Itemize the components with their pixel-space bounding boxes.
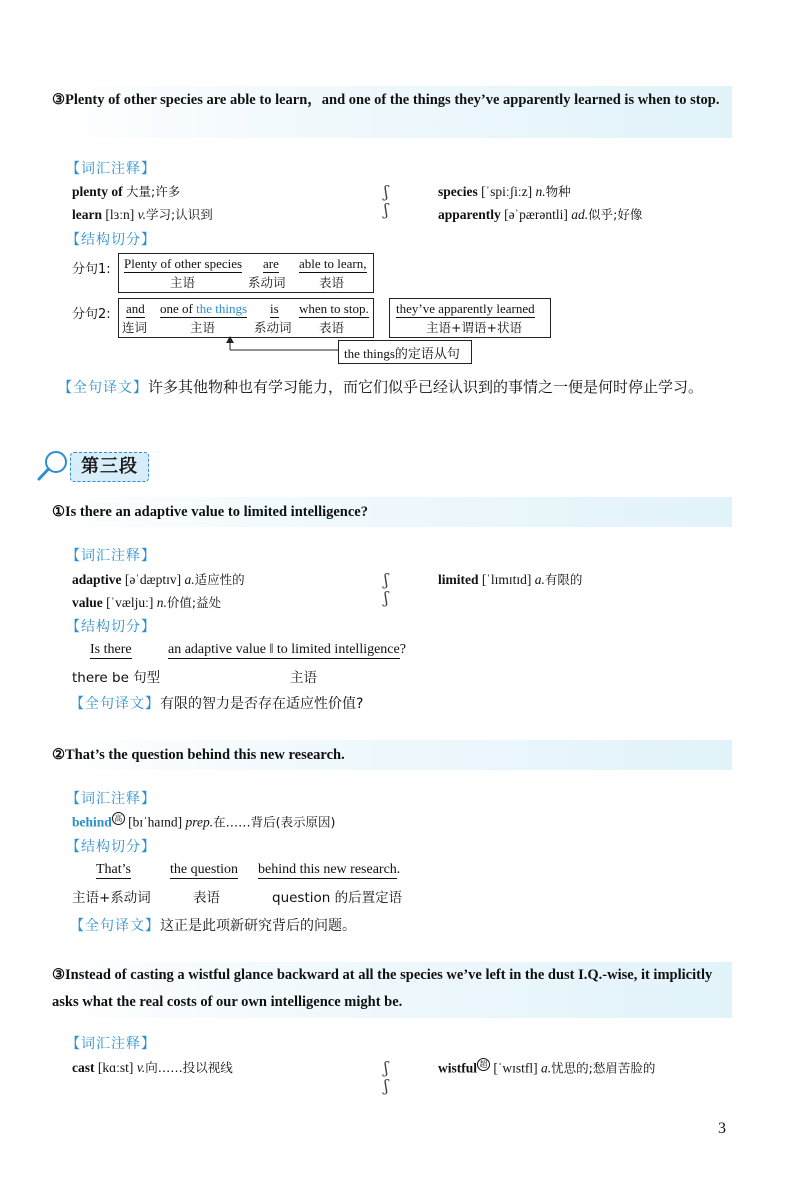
vocab-meaning: 物种	[545, 184, 571, 199]
clause-1-role: 系动词	[248, 275, 286, 290]
translation-3: 【全句译文】这正是此项新研究背后的问题。	[70, 918, 356, 934]
structure-tag: 【结构切分】	[66, 619, 156, 635]
clause-1-part: are	[263, 256, 279, 271]
vocab-entry	[438, 1058, 655, 1077]
vocab-word: species	[438, 184, 478, 199]
vocab-word: plenty of	[72, 184, 123, 199]
vocab-pos: ad.	[571, 207, 589, 222]
vocab-phonetic: [ˈlɪmɪtɪd]	[481, 572, 532, 587]
vocab-meaning: 向……投以视线	[145, 1060, 233, 1075]
vocab-word: apparently	[438, 207, 501, 222]
vocab-tag: 【词汇注释】	[66, 161, 156, 177]
clause-2-role: 表语	[319, 320, 345, 335]
vocab-pos: prep.	[185, 814, 214, 830]
struct-role: there be 句型	[72, 670, 161, 686]
struct-part: an adaptive value ‖ to limited intelligence?	[168, 642, 406, 657]
high-frequency-icon: 高	[112, 812, 125, 825]
vocab-phonetic: [əˈdæptɪv]	[124, 572, 182, 587]
vocab-pos: n.	[535, 184, 546, 199]
divider-squiggle: ʃ ʃ	[384, 1058, 389, 1095]
clause-1-part: Plenty of other species	[124, 256, 243, 271]
vocab-entry	[72, 570, 245, 588]
vocab-pos: a.	[534, 572, 545, 587]
vocab-phonetic: [ˈspiːʃiːz]	[481, 184, 533, 199]
clause-2-part: when to stop.	[299, 301, 369, 316]
structure-tag: 【结构切分】	[66, 839, 156, 855]
sentence-3: ②That’s the question behind this new research.	[52, 747, 345, 763]
vocab-tag: 【词汇注释】	[66, 548, 156, 564]
vocab-phonetic: [lɜːn]	[105, 207, 135, 222]
sentence-1: ③Plenty of other species are able to learn，and one of the things they’ve apparently learned is when to stop.	[52, 92, 720, 108]
struct-part: That’s	[96, 862, 131, 877]
vocab-pos: a.	[184, 572, 195, 587]
clause-2-role: 主语	[190, 320, 216, 335]
clause-1-role: 主语	[170, 275, 196, 290]
clause-1-role: 表语	[319, 275, 345, 290]
clause-2-label: 分句2:	[72, 307, 111, 322]
vocab-pos: n.	[156, 595, 167, 610]
page-number: 3	[718, 1120, 726, 1137]
translation-1: 【全句译文】许多其他物种也有学习能力，而它们似乎已经认识到的事情之一便是何时停止学习。	[58, 378, 704, 396]
vocab-pos: v.	[137, 207, 147, 222]
clause-1-label: 分句1:	[72, 262, 111, 277]
vocab-pos: v.	[136, 1060, 146, 1075]
vocab-meaning: 学习;认识到	[146, 207, 213, 222]
struct-role: 表语	[193, 890, 220, 906]
vocab-meaning: 有限的	[544, 572, 583, 587]
vocab-meaning: 适应性的	[194, 572, 245, 587]
struct-part: the question	[170, 862, 239, 877]
clause-2-role: 连词	[122, 320, 148, 335]
vocab-entry	[438, 205, 642, 223]
struct-part: behind this new research.	[258, 862, 401, 877]
vocab-tag: 【词汇注释】	[66, 1036, 156, 1052]
vocab-tag: 【词汇注释】	[66, 791, 156, 807]
struct-role: 主语+系动词	[72, 890, 151, 906]
clause-2-part: is	[270, 301, 279, 316]
attributive-clause-text: they’ve apparently learned	[396, 301, 535, 316]
attributive-clause-role: 主语+谓语+状语	[426, 320, 522, 335]
vocab-meaning: 似乎;好像	[588, 207, 643, 222]
vocab-meaning: 在……背后(表示原因)	[213, 814, 336, 830]
vocab-word: cast	[72, 1060, 95, 1075]
section-heading	[70, 452, 149, 482]
vocab-word: limited	[438, 572, 479, 587]
vocab-word: learn	[72, 207, 102, 222]
section-title: 第三段	[81, 456, 138, 477]
struct-role: question 的后置定语	[272, 890, 403, 906]
vocab-meaning: 忧思的;愁眉苦脸的	[551, 1060, 656, 1076]
vocab-entry	[72, 182, 180, 200]
attr-note: the things的定语从句	[344, 346, 460, 361]
high-frequency-icon: 超	[477, 1058, 490, 1071]
vocab-word: value	[72, 595, 103, 610]
clause-1-part: able to learn,	[299, 256, 367, 271]
vocab-phonetic: [kɑːst]	[97, 1060, 134, 1075]
vocab-word: adaptive	[72, 572, 122, 587]
clause-2-part: and	[126, 301, 145, 316]
vocab-entry	[72, 812, 335, 831]
clause-2-part: one of the things	[160, 301, 248, 316]
struct-part: Is there	[90, 642, 132, 657]
structure-tag: 【结构切分】	[66, 232, 156, 248]
sentence-4: ③Instead of casting a wistful glance backward at all the species we’ve left in the dust I.Q.-wise, it implicitly asks what the real costs of our own intelligence might be.	[52, 967, 713, 1010]
vocab-phonetic: [ˈwɪstfl]	[493, 1060, 538, 1076]
vocab-meaning: 价值;益处	[166, 595, 222, 610]
vocab-word: wistful	[438, 1060, 478, 1076]
divider-squiggle: ʃ ʃ	[384, 570, 389, 607]
vocab-phonetic: [bɪˈhaɪnd]	[128, 814, 183, 830]
vocab-entry	[72, 205, 213, 223]
vocab-phonetic: [əˈpærəntli]	[504, 207, 568, 222]
struct-role: 主语	[290, 670, 317, 686]
sentence-2: ①Is there an adaptive value to limited intelligence?	[52, 504, 368, 520]
clause-2-role: 系动词	[254, 320, 292, 335]
vocab-phonetic: [ˈvæljuː]	[106, 595, 154, 610]
vocab-entry	[438, 570, 582, 588]
divider-squiggle: ʃ ʃ	[384, 182, 389, 219]
vocab-meaning: 大量;许多	[126, 184, 181, 199]
vocab-pos: a.	[541, 1060, 552, 1076]
magnifier-icon	[34, 448, 70, 484]
vocab-entry	[72, 1058, 233, 1076]
vocab-entry	[438, 182, 571, 200]
vocab-entry	[72, 593, 221, 611]
translation-2: 【全句译文】有限的智力是否存在适应性价值?	[70, 696, 364, 712]
vocab-word: behind	[72, 814, 112, 830]
